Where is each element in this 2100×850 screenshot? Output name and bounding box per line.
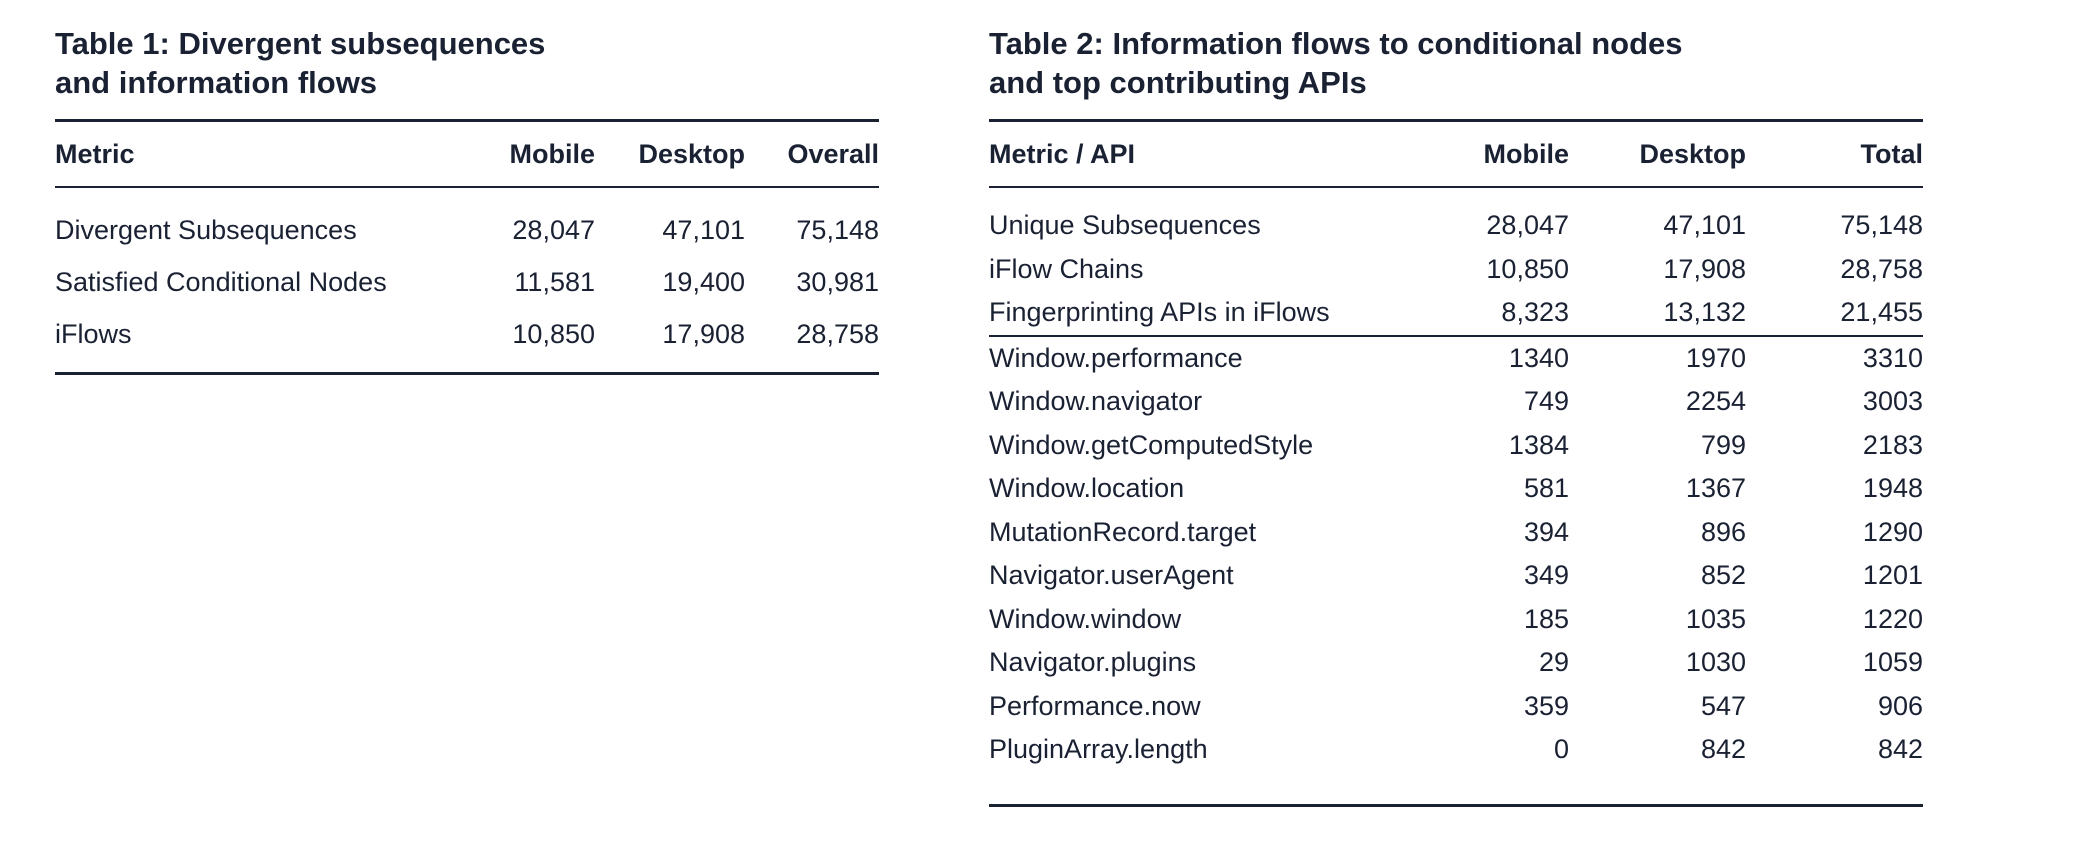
row-label: Navigator.userAgent bbox=[989, 560, 1234, 591]
table-2-header-row bbox=[989, 121, 1923, 188]
cell-desktop: 547 bbox=[1700, 690, 1746, 721]
table-row bbox=[989, 291, 1923, 336]
cell-mobile: 0 bbox=[1553, 734, 1569, 765]
row-label: Window.getComputedStyle bbox=[989, 429, 1314, 460]
cell-desktop: 1035 bbox=[1685, 603, 1746, 634]
cell-mobile: 359 bbox=[1523, 690, 1569, 721]
cell-mobile: 8,323 bbox=[1409, 291, 1569, 336]
cell-desktop: 852 bbox=[1700, 560, 1746, 591]
row-label: Satisfied Conditional Nodes bbox=[55, 266, 387, 297]
table-row bbox=[989, 728, 1923, 772]
cell-total: 1948 bbox=[1862, 473, 1923, 504]
cell-mobile: 28,047 bbox=[1486, 210, 1569, 241]
cell-total: 3310 bbox=[1862, 342, 1923, 373]
cell-desktop: 896 bbox=[1700, 516, 1746, 547]
row-label: PluginArray.length bbox=[989, 734, 1208, 765]
cell-desktop: 17,908 bbox=[1663, 253, 1746, 284]
column-header-mobile: Mobile bbox=[509, 138, 595, 169]
table-row bbox=[989, 380, 1923, 424]
row-label: Window.location bbox=[989, 473, 1185, 504]
cell-desktop: 47,101 bbox=[1663, 210, 1746, 241]
column-header-overall: Overall bbox=[787, 138, 879, 169]
row-label: Window.performance bbox=[989, 342, 1243, 373]
cell-mobile: 1384 bbox=[1508, 429, 1569, 460]
table-row bbox=[989, 204, 1923, 248]
table-2-bottom-rule bbox=[989, 772, 1923, 806]
row-label: Divergent Subsequences bbox=[55, 214, 357, 245]
cell-total: 906 bbox=[1877, 690, 1923, 721]
cell-desktop: 1367 bbox=[1685, 473, 1746, 504]
table-1-bottom-rule bbox=[55, 360, 879, 374]
cell-mobile: 28,047 bbox=[512, 214, 595, 245]
cell-mobile: 581 bbox=[1523, 473, 1569, 504]
table-1-header-row bbox=[55, 121, 879, 188]
cell-mobile: 1340 bbox=[1508, 342, 1569, 373]
cell-desktop: 19,400 bbox=[662, 266, 745, 297]
row-label: iFlow Chains bbox=[989, 253, 1144, 284]
cell-total: 21,455 bbox=[1746, 291, 1923, 336]
table-1-grid bbox=[55, 119, 879, 375]
cell-mobile: 185 bbox=[1523, 603, 1569, 634]
column-header-total: Total bbox=[1860, 138, 1923, 169]
cell-mobile: 10,850 bbox=[512, 318, 595, 349]
cell-total: 1201 bbox=[1862, 560, 1923, 591]
row-label: Fingerprinting APIs in iFlows bbox=[989, 291, 1409, 336]
cell-mobile: 29 bbox=[1538, 647, 1569, 678]
cell-total: 1220 bbox=[1862, 603, 1923, 634]
row-label: Window.window bbox=[989, 603, 1182, 634]
cell-desktop: 2254 bbox=[1685, 386, 1746, 417]
cell-desktop: 13,132 bbox=[1569, 291, 1746, 336]
cell-overall: 28,758 bbox=[796, 318, 879, 349]
row-label: Unique Subsequences bbox=[989, 210, 1261, 241]
row-label: MutationRecord.target bbox=[989, 516, 1257, 547]
cell-mobile: 349 bbox=[1523, 560, 1569, 591]
table-2-grid bbox=[989, 119, 1923, 807]
cell-total: 3003 bbox=[1862, 386, 1923, 417]
cell-mobile: 11,581 bbox=[514, 266, 595, 297]
column-header-metric: Metric bbox=[55, 138, 135, 169]
row-label: Navigator.plugins bbox=[989, 647, 1197, 678]
cell-total: 2183 bbox=[1862, 429, 1923, 460]
table-row bbox=[989, 554, 1923, 598]
column-header-desktop: Desktop bbox=[1639, 138, 1746, 169]
cell-overall: 30,981 bbox=[796, 266, 879, 297]
table-row bbox=[989, 248, 1923, 292]
cell-mobile: 749 bbox=[1523, 386, 1569, 417]
cell-total: 842 bbox=[1877, 734, 1923, 765]
table-row bbox=[989, 598, 1923, 642]
cell-overall: 75,148 bbox=[796, 214, 879, 245]
table-row bbox=[989, 641, 1923, 685]
cell-desktop: 1970 bbox=[1685, 342, 1746, 373]
row-label: iFlows bbox=[55, 318, 132, 349]
cell-desktop: 17,908 bbox=[662, 318, 745, 349]
cell-mobile: 394 bbox=[1523, 516, 1569, 547]
cell-desktop: 1030 bbox=[1685, 647, 1746, 678]
table-row bbox=[989, 467, 1923, 511]
table-2 bbox=[989, 24, 1923, 807]
table-row bbox=[989, 424, 1923, 468]
table-row bbox=[989, 511, 1923, 555]
cell-desktop: 842 bbox=[1700, 734, 1746, 765]
column-header-mobile: Mobile bbox=[1483, 138, 1569, 169]
cell-total: 1059 bbox=[1862, 647, 1923, 678]
cell-desktop: 47,101 bbox=[662, 214, 745, 245]
cell-mobile: 10,850 bbox=[1486, 253, 1569, 284]
row-label: Window.navigator bbox=[989, 386, 1203, 417]
table-row bbox=[55, 256, 879, 308]
cell-total: 75,148 bbox=[1840, 210, 1923, 241]
table-1 bbox=[55, 24, 879, 375]
row-label: Performance.now bbox=[989, 690, 1201, 721]
cell-total: 28,758 bbox=[1840, 253, 1923, 284]
table-row bbox=[989, 685, 1923, 729]
table-2-caption: Table 2: Information flows to conditional nodes and top contributing APIs bbox=[989, 26, 1683, 100]
table-1-caption: Table 1: Divergent subsequences and information flows bbox=[55, 26, 546, 100]
cell-total: 1290 bbox=[1862, 516, 1923, 547]
table-row bbox=[55, 204, 879, 256]
column-header-metric-api: Metric / API bbox=[989, 138, 1136, 169]
table-row bbox=[989, 336, 1923, 381]
table-row bbox=[55, 308, 879, 360]
column-header-desktop: Desktop bbox=[638, 138, 745, 169]
cell-desktop: 799 bbox=[1700, 429, 1746, 460]
